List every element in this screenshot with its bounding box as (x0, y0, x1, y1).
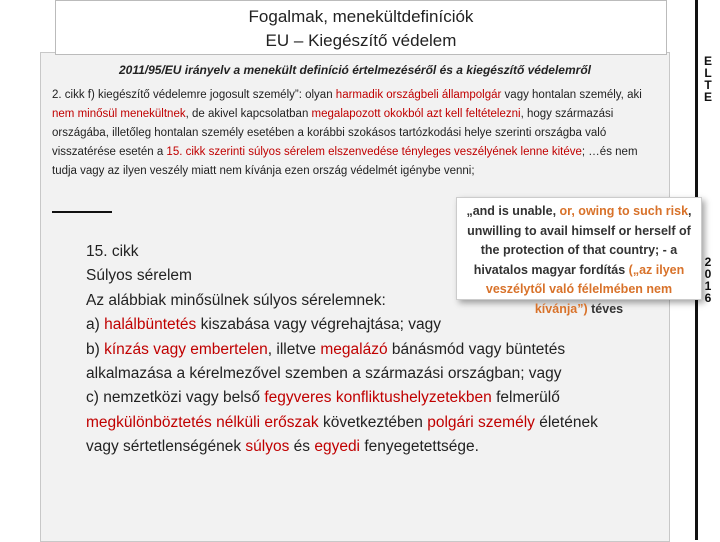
logo-letter: E (703, 90, 712, 104)
logo-letter: E (703, 54, 712, 68)
callout-highlight: or, owing to such risk (559, 204, 689, 218)
slide-subtitle: EU – Kiegészítő védelem (265, 31, 457, 50)
callout-text: téves (587, 301, 624, 316)
item-text: és (289, 438, 315, 456)
year-digit: 2 (704, 255, 712, 269)
definition-text: ; …és nem tudja vagy az ilyen veszély miatt nem kívánja ezen ország védelmét igénybe venni; (52, 146, 638, 177)
year-text (701, 256, 715, 304)
logo-letter: L (704, 66, 712, 80)
callout-text: „and is unable, (466, 204, 560, 218)
item-text: b) (86, 340, 105, 358)
definition-text: vagy hontalan személy, aki (501, 89, 642, 101)
article-item-c-end (86, 435, 686, 459)
item-text: , illetve (267, 340, 321, 358)
definition-text: 2. cikk f) kiegészítő védelemre jogosult személy”: olyan (52, 89, 336, 101)
definition-highlight: 15. cikk szerinti súlyos sérelem elszenvedése tényleges veszélyének lenne kitéve (166, 146, 582, 158)
year-digit: 1 (704, 279, 712, 293)
definition-highlight: harmadik országbeli állampolgár (335, 89, 502, 101)
directive-title: 2011/95/EU irányelv a menekült definíció értelmezéséről és a kiegészítő védelemről (118, 63, 591, 77)
item-text: c) nemzetközi vagy belső (86, 389, 265, 407)
year-digit: 0 (704, 267, 712, 281)
item-text: a) (86, 316, 105, 334)
elte-logo-text (701, 55, 715, 103)
definition-highlight: megalapozott okokból azt kell feltételezni (311, 108, 521, 120)
article-item-c (86, 386, 686, 410)
separator-line (52, 211, 112, 213)
logo-letter: T (704, 78, 712, 92)
item-highlight: kínzás vagy embertelen (104, 340, 268, 358)
article-item-b (86, 338, 686, 362)
item-text: bánásmód vagy büntetés (387, 340, 566, 358)
article-intro: Az alábbiak minősülnek súlyos sérelemnek: (86, 291, 386, 309)
item-highlight: fegyveres konfliktushelyzetekben (264, 389, 492, 407)
item-highlight: polgári személy (427, 413, 535, 431)
article-heading: 15. cikk (86, 243, 139, 260)
item-text: életének (534, 413, 598, 431)
item-highlight: egyedi (314, 438, 361, 456)
year-digit: 6 (704, 291, 712, 305)
item-text: következtében (318, 413, 428, 431)
item-highlight: halálbüntetés (104, 316, 197, 334)
item-highlight: súlyos (245, 438, 290, 456)
slide-title: Fogalmak, menekültdefiníciók (248, 7, 474, 26)
article-subheading: Súlyos sérelem (86, 267, 192, 285)
item-highlight: megkülönböztetés nélküli erőszak (86, 413, 319, 431)
title-box (55, 0, 667, 55)
item-text: vagy sértetlenségének (86, 438, 246, 456)
definition-text: , de akivel kapcsolatban (185, 108, 312, 120)
translation-note-callout (456, 197, 702, 316)
item-text: kiszabása vagy végrehajtása; vagy (196, 316, 442, 334)
callout-highlight: („az ilyen veszélytől való félelmében nem kívánja”) (485, 262, 685, 316)
article-item-c-cont (86, 411, 686, 435)
article-item-b-cont: alkalmazása a kérelmezővel szemben a származási országban; vagy (86, 365, 562, 383)
item-highlight: megalázó (320, 340, 388, 358)
definition-text: , hogy származási országába, illetőleg hontalan személy esetében a korábbi szokásos tartózkodási helye szerinti országba való visszatérése esetén a (52, 108, 614, 158)
definition-highlight: nem minősül menekültnek (52, 108, 186, 120)
definition-paragraph (52, 86, 664, 181)
callout-text: , unwilling to avail himself or herself of the protection of that country; - a hivatalos magyar fordítás (467, 204, 692, 277)
item-text: fenyegetettsége. (360, 438, 479, 456)
item-text: felmerülő (491, 389, 560, 407)
